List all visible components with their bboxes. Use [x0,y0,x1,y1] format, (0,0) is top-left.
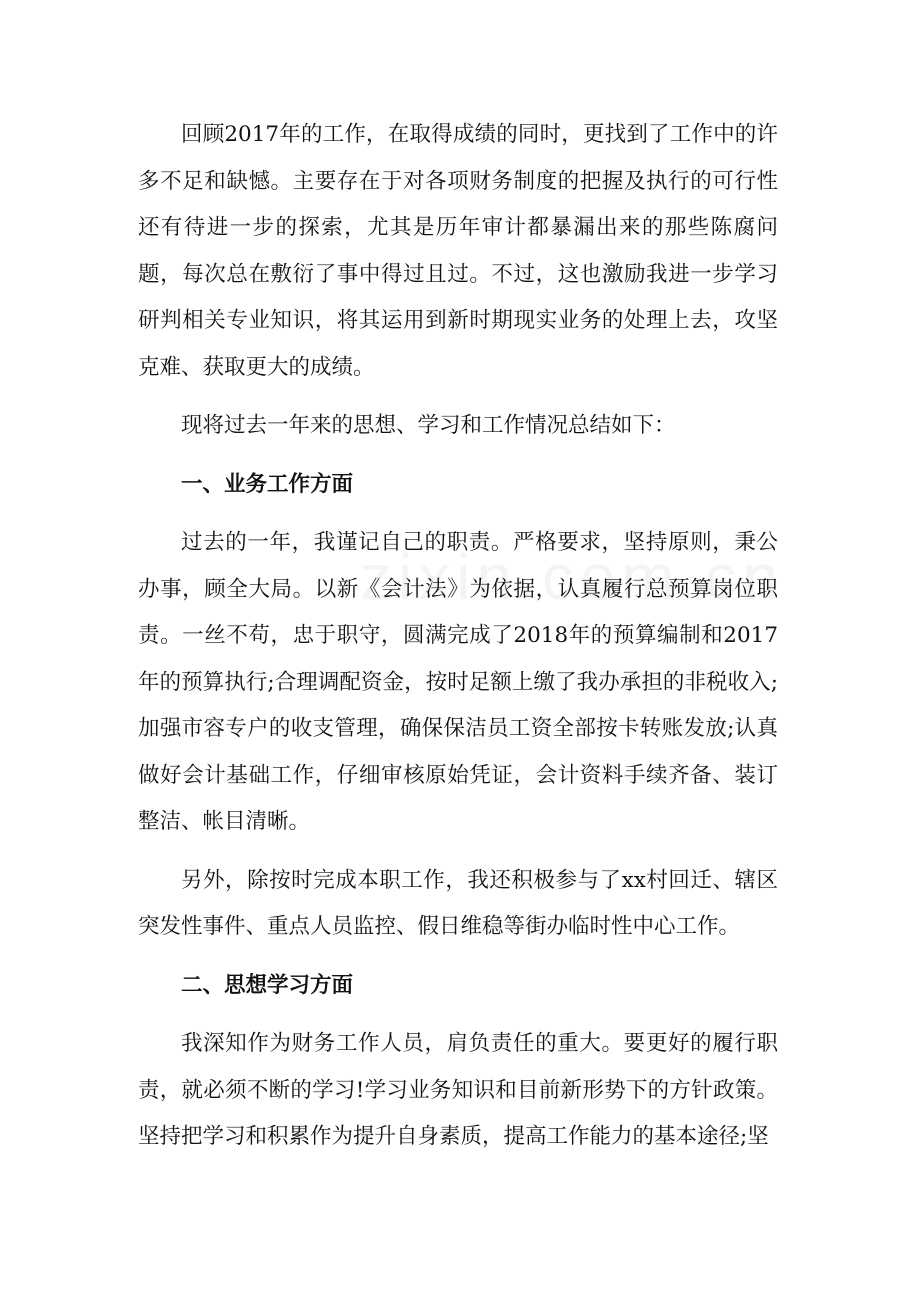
paragraph-review-2017: 回顾2017年的工作，在取得成绩的同时，更找到了工作中的许多不足和缺憾。主要存在于对各项财务制度的把握及执行的可行性还有待进一步的探索，尤其是历年审计都暴漏出来的那些陈腐问题，每次总在敷衍了事中得过且过。不过，这也激励我进一步学习研判相关专业知识，将其运用到新时期现实业务的处理上去，攻坚克难、获取更大的成绩。 [138,122,778,380]
section-heading-business-work: 一、业务工作方面 [181,471,354,497]
document-body [138,112,778,1161]
paragraph-ideological-study: 我深知作为财务工作人员，肩负责任的重大。要更好的履行职责，就必须不断的学习!学习业务知识和目前新形势下的方针政策。坚持把学习和积累作为提升自身素质，提高工作能力的基本途径;坚 [138,1031,778,1149]
paragraph-business-work: 过去的一年，我谨记自己的职责。严格要求，坚持原则，秉公办事，顾全大局。以新《会计法》为依据，认真履行总预算岗位职责。一丝不苟，忠于职守，圆满完成了2018年的预算编制和2017年的预算执行;合理调配资金，按时足额上缴了我办承担的非税收入;加强市容专户的收支管理，确保保洁员工资全部按卡转账发放;认真做好会计基础工作，仔细审核原始凭证，会计资料手续齐备、装订整洁、帐目清晰。 [138,530,778,834]
section-heading-ideological-study: 二、思想学习方面 [181,972,354,998]
paragraph-additional-work: 另外，除按时完成本职工作，我还积极参与了xx村回迁、辖区突发性事件、重点人员监控、假日维稳等街办临时性中心工作。 [138,867,778,939]
paragraph-summary-intro: 现将过去一年来的思想、学习和工作情况总结如下： [181,413,676,438]
